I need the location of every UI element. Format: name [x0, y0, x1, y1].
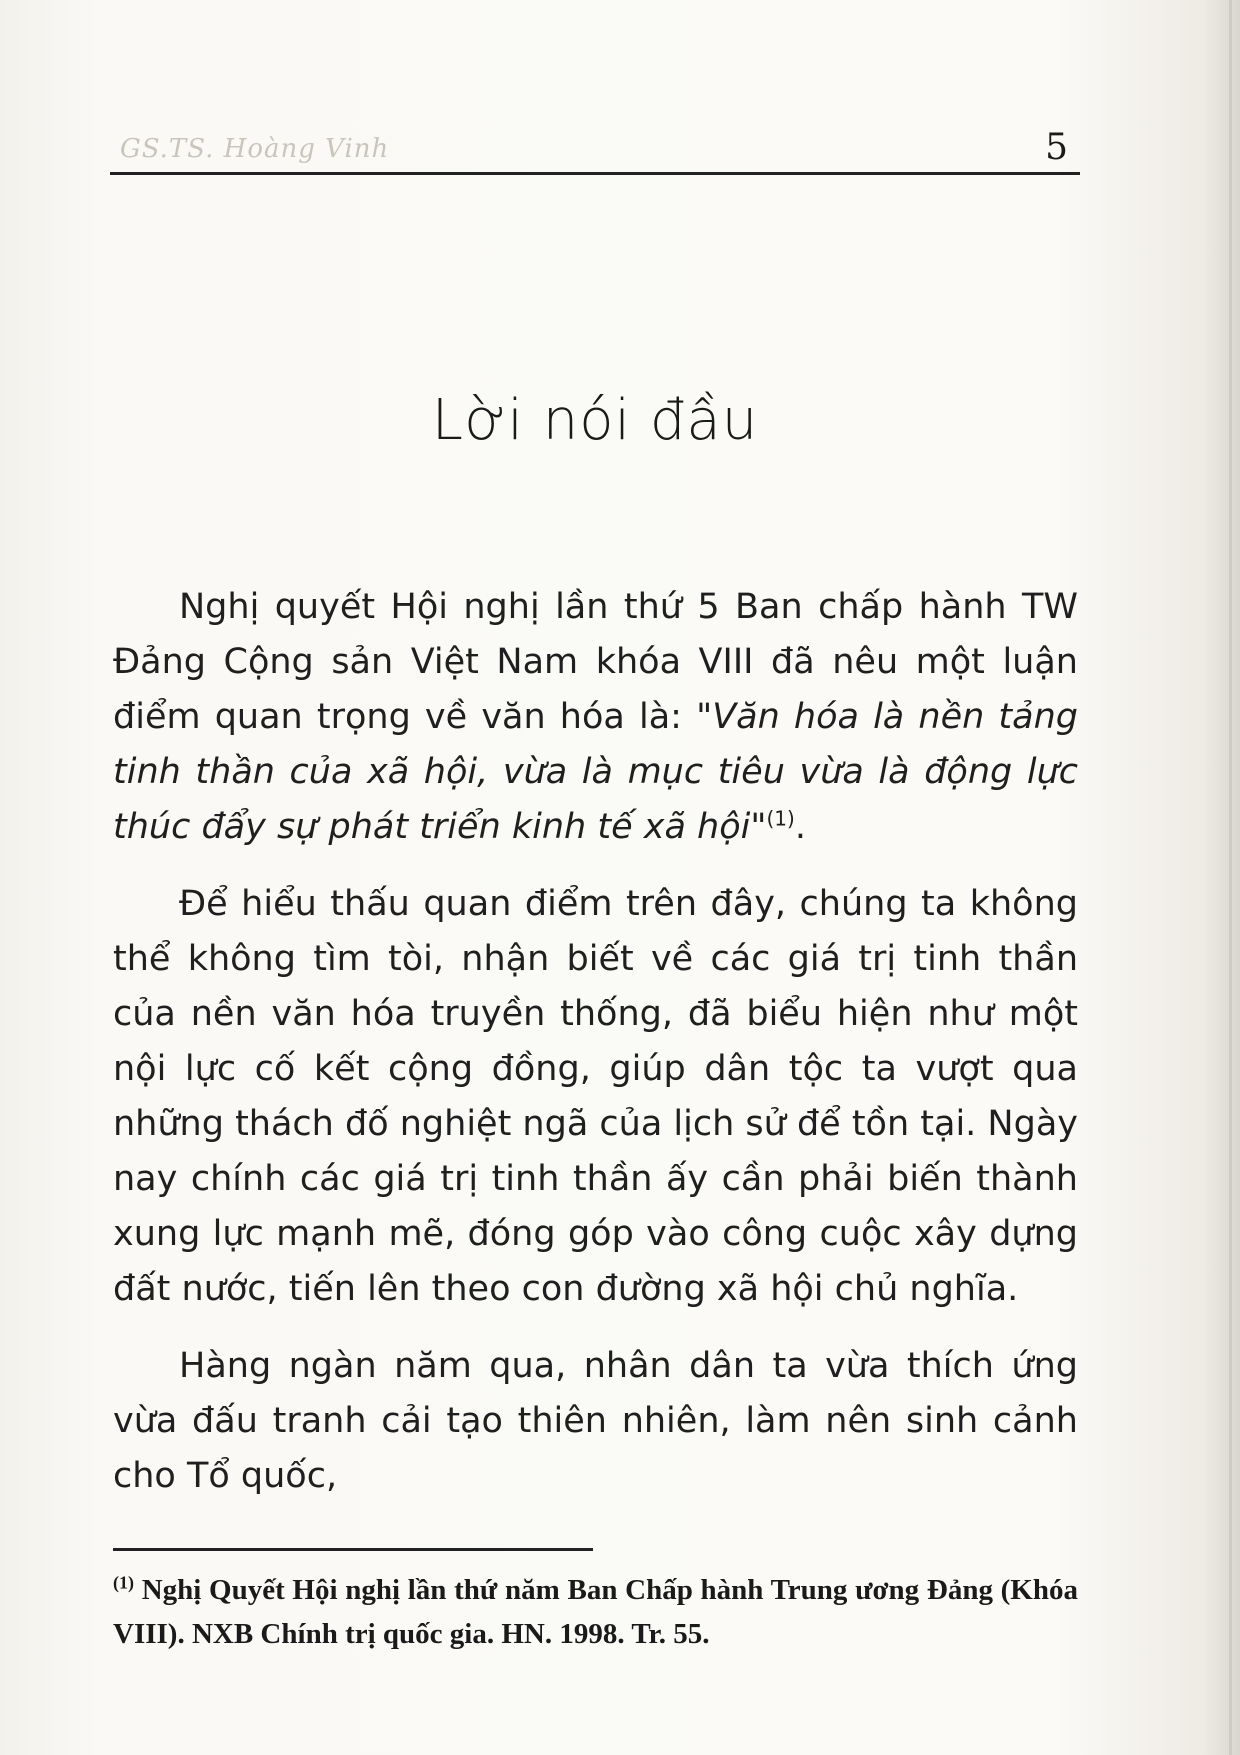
- paragraph-1-end: .: [794, 807, 806, 847]
- footnote-marker: (1): [766, 806, 795, 831]
- footnote-divider: [113, 1548, 593, 1551]
- footnote-text: Nghị Quyết Hội nghị lần thứ năm Ban Chấp hành Trung ương Đảng (Khóa VIII). NXB Chính trị quốc gia. HN. 1998. Tr. 55.: [113, 1574, 1078, 1650]
- body-text: [113, 580, 1078, 1526]
- paragraph-1: Nghị quyết Hội nghị lần thứ 5 Ban chấp hành TW Đảng Cộng sản Việt Nam khóa VIII đã nêu một luận điểm quan trọng về văn hóa là: "Văn hóa là nền tảng tinh thần của xã hội, vừa là mục tiêu vừa là động lực thúc đẩy sự phát triển kinh tế xã hội"$^{(1)}$.: [113, 587, 1078, 847]
- running-header: [110, 112, 1080, 175]
- paragraph-2: Để hiểu thấu quan điểm trên đây, chúng ta không thể không tìm tòi, nhận biết về các giá trị tinh thần của nền văn hóa truyền thống, đã biểu hiện như một nội lực cố kết cộng đồng, giúp dân tộc ta vượt qua những thách đố nghiệt ngã của lịch sử để tồn tại. Ngày nay chính các giá trị tinh thần ấy cần phải biến thành xung lực mạnh mẽ, đóng góp vào công cuộc xây dựng đất nước, tiến lên theo con đường xã hội chủ nghĩa.: [113, 884, 1078, 1309]
- page-number: 5: [1045, 127, 1068, 168]
- paragraph-3: Hàng ngàn năm qua, nhân dân ta vừa thích ứng vừa đấu tranh cải tạo thiên nhiên, làm nên sinh cảnh cho Tổ quốc,: [113, 1346, 1078, 1496]
- footnote-ref: (1): [113, 1572, 134, 1593]
- page-edge-shadow: [1229, 0, 1232, 1755]
- chapter-title: Lời nói đầu: [431, 388, 759, 453]
- running-title: GS.TS. Hoàng Vinh: [120, 134, 390, 164]
- quoted-resolution: Văn hóa là nền tảng tinh thần của xã hội, vừa là mục tiêu vừa là động lực thúc đẩy sự phát triển kinh tế xã hội: [113, 697, 1078, 847]
- paragraph-1-lead: Nghị quyết Hội nghị lần thứ 5 Ban chấp hành TW Đảng Cộng sản Việt Nam khóa VIII đã nêu một luận điểm quan trọng về văn hóa là: ": [113, 587, 1078, 737]
- footnote: [113, 1568, 1078, 1656]
